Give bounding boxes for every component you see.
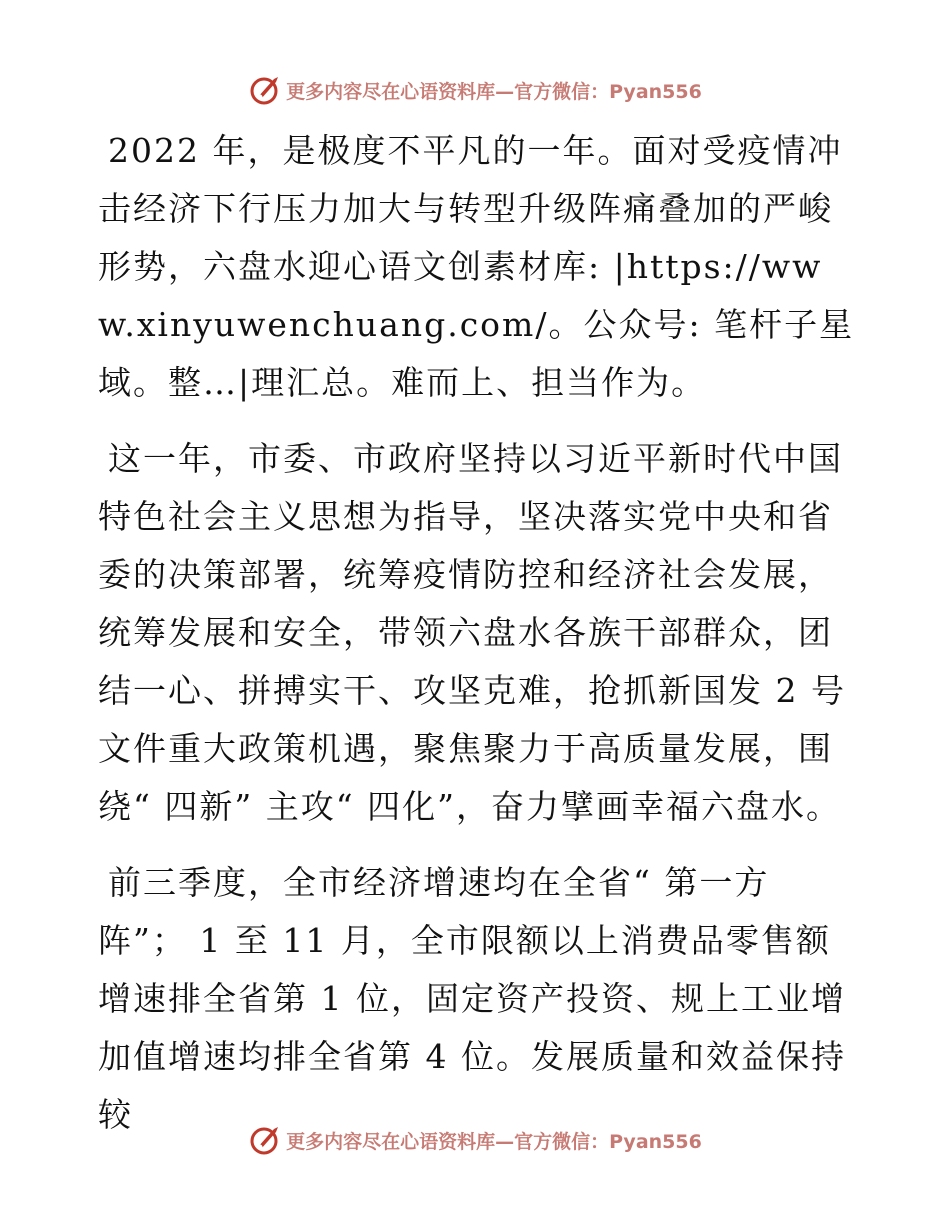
quill-pen-logo-icon — [248, 1123, 282, 1157]
footer-watermark — [0, 1120, 950, 1160]
paragraph: 2022 年，是极度不平凡的一年。面对受疫情冲击经济下行压力加大与转型升级阵痛叠加的严峻形势，六盘水迎心语文创素材库: |https://www.xinyuwenchuang.com/。公众号: 笔杆子星域。整…|理汇总。难而上、担当作为。 — [98, 131, 855, 402]
watermark-text: 更多内容尽在心语资料库—官方微信：Pyan556 — [286, 1130, 702, 1153]
paragraph: 前三季度，全市经济增速均在全省“ 第一方阵”； 1 至 11 月，全市限额以上消费品零售额增速排全省第 1 位，固定资产投资、规上工业增加值增速均排全省第 4 位。发展质量和效益保持较 — [98, 863, 846, 1134]
paragraph: 这一年，市委、市政府坚持以习近平新时代中国特色社会主义思想为指导，坚决落实党中央和省委的决策部署，统筹疫情防控和经济社会发展，统筹发展和安全，带领六盘水各族干部群众，团结一心、拼搏实干、攻坚克难，抢抓新国发 2 号文件重大政策机遇，聚焦聚力于高质量发展，围绕“ 四新” 主攻“ 四化”，奋力擘画幸福六盘水。 — [98, 439, 846, 826]
quill-pen-logo-icon — [248, 73, 282, 107]
document-body — [98, 122, 858, 1162]
header-watermark — [0, 70, 950, 110]
watermark-text: 更多内容尽在心语资料库—官方微信：Pyan556 — [286, 80, 702, 103]
